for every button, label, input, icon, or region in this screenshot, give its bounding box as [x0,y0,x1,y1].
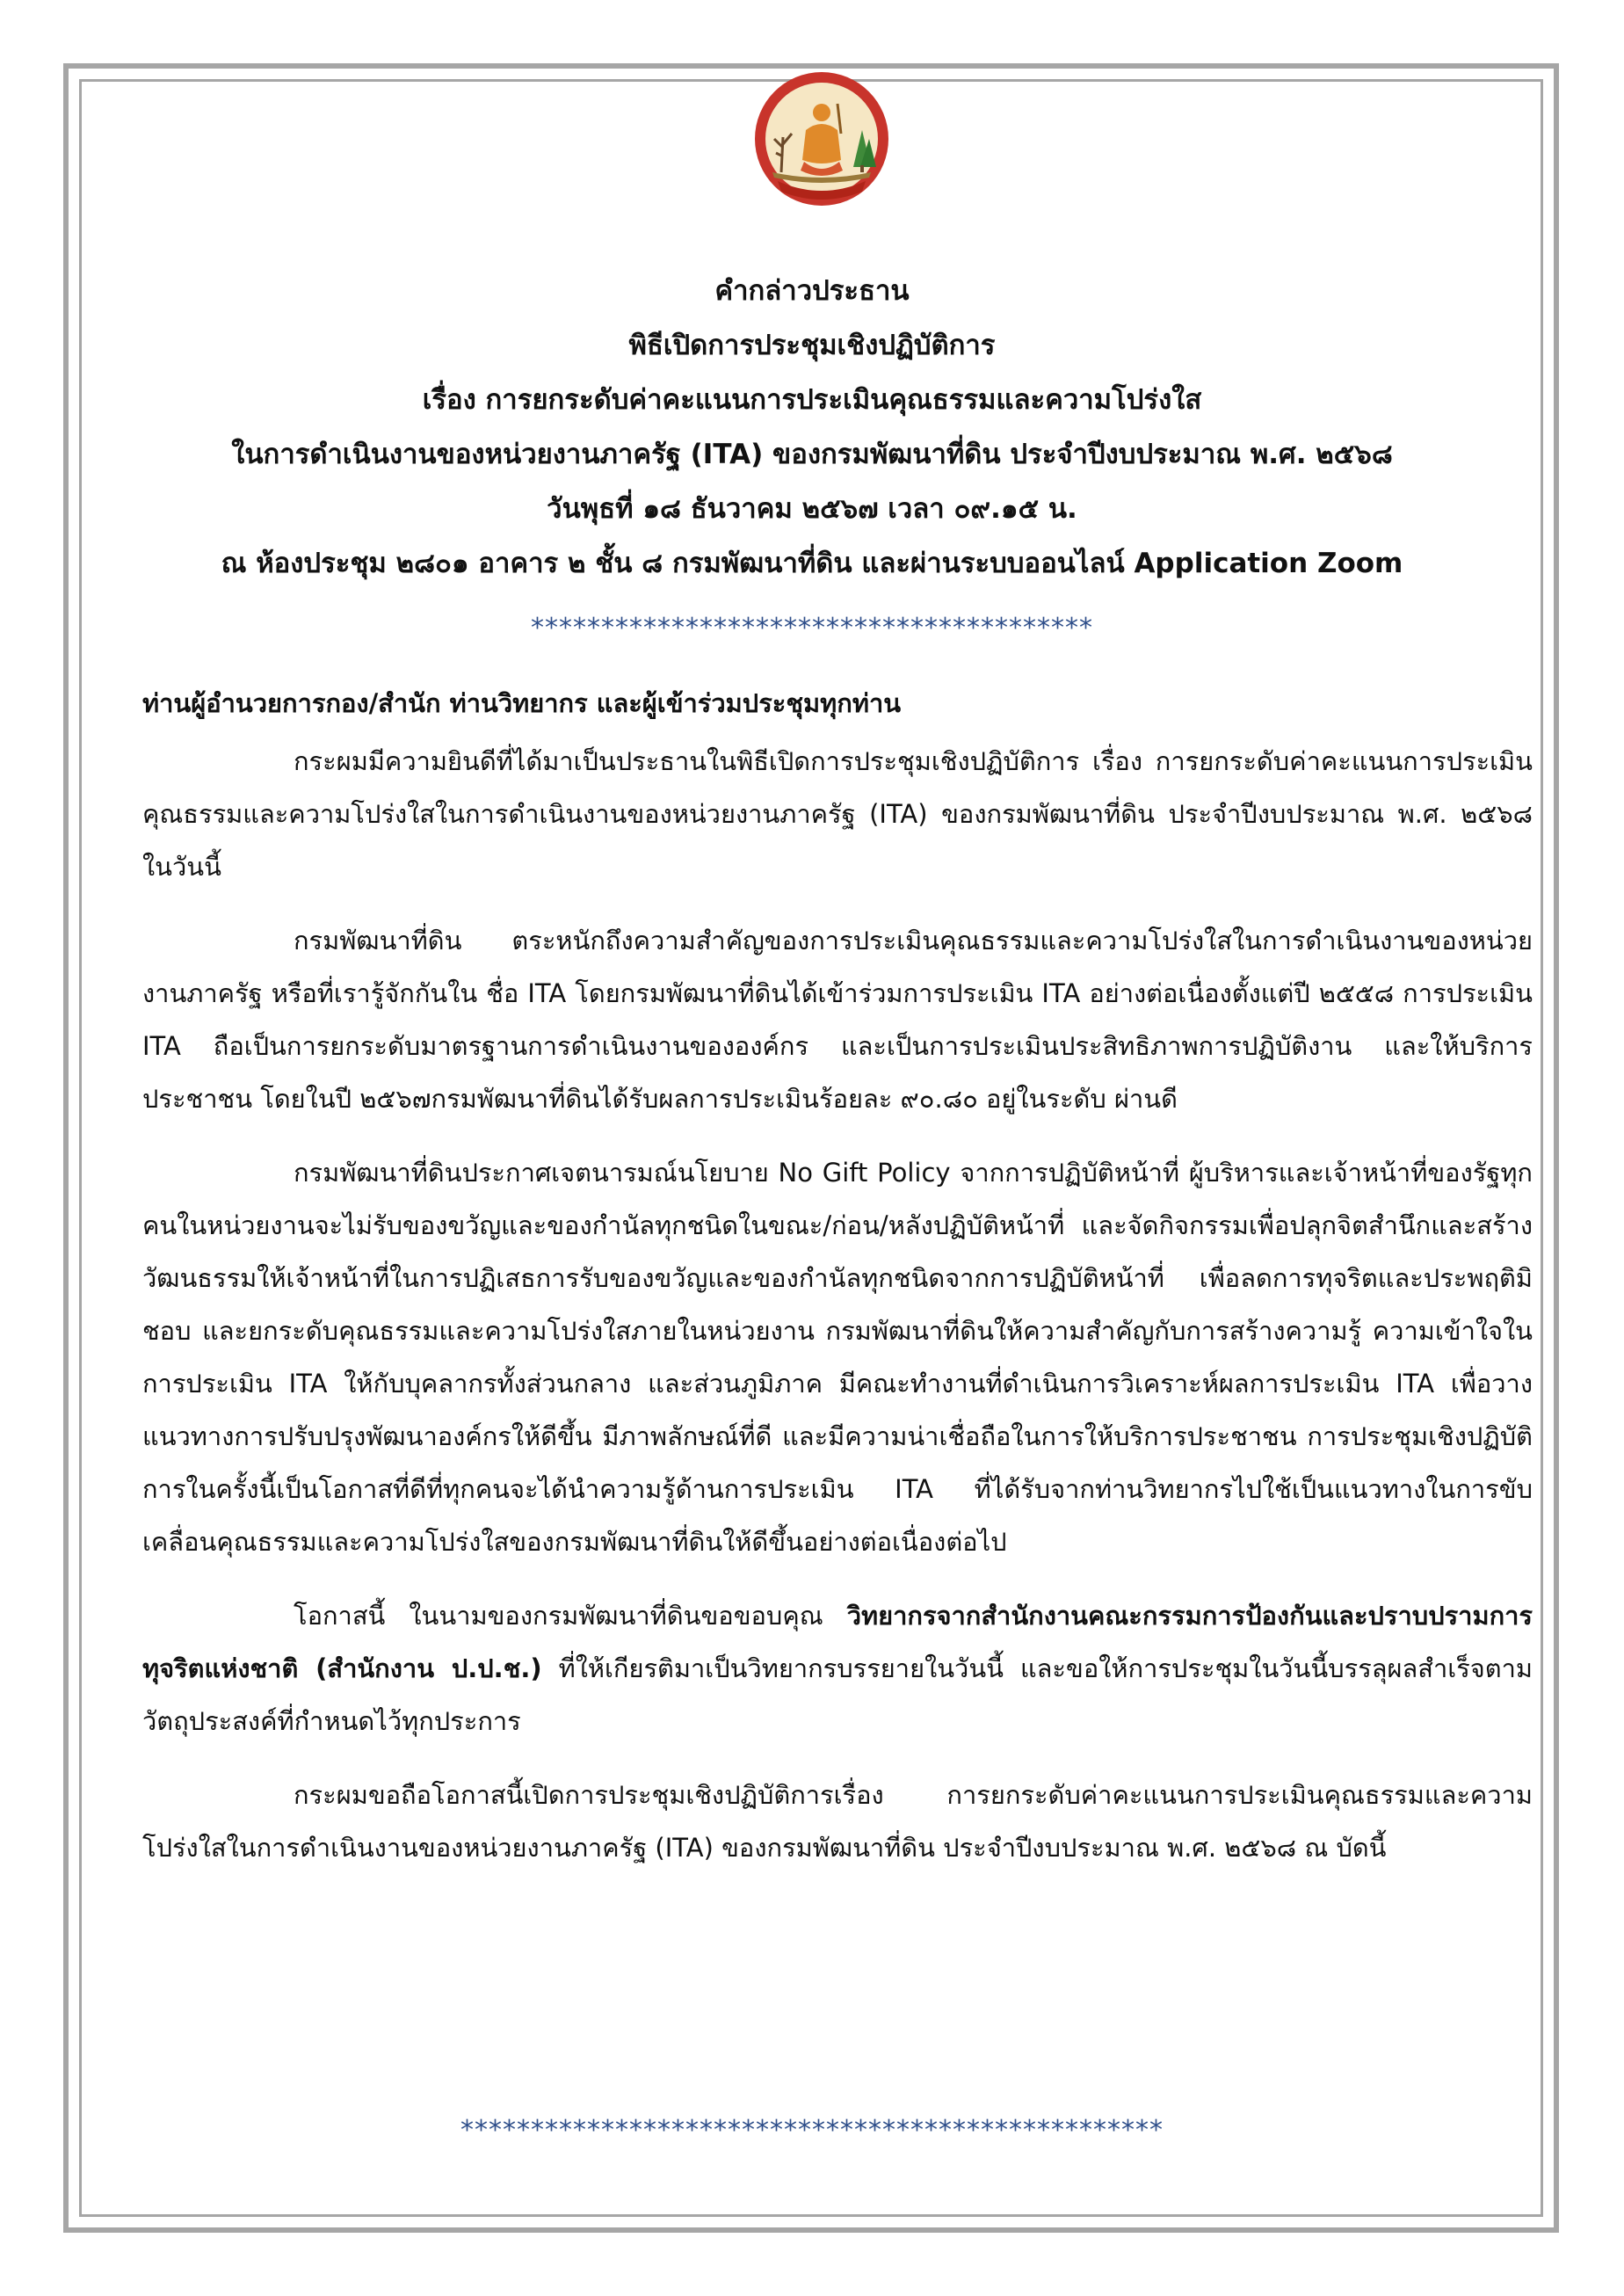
date-time-line: วันพุธที่ ๑๘ ธันวาคม ๒๕๖๗ เวลา ๐๙.๑๕ น. [547,493,1077,525]
speech-header [105,264,1519,591]
paragraph-opening: กระผมมีความยินดีที่ได้มาเป็นประธานในพิธีเปิดการประชุมเชิงปฏิบัติการ เรื่อง การยกระดับค่าคะแนนการประเมินคุณธรรมและความโปร่งใสในการดำเนินงานของหน่วยงานภาครัฐ (ITA) ของกรมพัฒนาที่ดิน ประจำปีงบประมาณ พ.ศ. ๒๕๖๘ ในวันนี้ [142,746,1533,882]
paragraph-no-gift-policy: กรมพัฒนาที่ดินประกาศเจตนารมณ์นโยบาย No Gift Policy จากการปฏิบัติหน้าที่ ผู้บริหารและเจ้าหน้าที่ของรัฐทุกคนในหน่วยงานจะไม่รับของขวัญและของกำนัลทุกชนิดในขณะ/ก่อน/หลังปฏิบัติหน้าที่ และจัดกิจกรรมเพื่อปลุกจิตสำนึกและสร้างวัฒนธรรมให้เจ้าหน้าที่ในการปฏิเสธการรับของขวัญและของกำนัลทุกชนิดจากการปฏิบัติหน้าที่ เพื่อลดการทุจริตและประพฤติมิชอบ และยกระดับคุณธรรมและความโปร่งใสภายในหน่วยงาน กรมพัฒนาที่ดินให้ความสำคัญกับการสร้างความรู้ ความเข้าใจในการประเมิน ITA ให้กับบุคลากรทั้งส่วนกลาง และส่วนภูมิภาค มีคณะทำงานที่ดำเนินการวิเคราะห์ผลการประเมิน ITA เพื่อวางแนวทางการปรับปรุงพัฒนาองค์กรให้ดีขึ้น มีภาพลักษณ์ที่ดี และมีความน่าเชื่อถือในการให้บริการประชาชน การประชุมเชิงปฏิบัติการในครั้งนี้เป็นโอกาสที่ดีที่ทุกคนจะได้นำความรู้ด้านการประเมิน ITA ที่ได้รับจากท่านวิทยากรไปใช้เป็นแนวทางในการขับเคลื่อนคุณธรรมและความโปร่งใสของกรมพัฒนาที่ดินให้ดีขึ้นอย่างต่อเนื่องต่อไป [142,1158,1533,1557]
speech-body [142,677,1533,1895]
speaker-organization: วิทยากรจากสำนักงานคณะกรรมการป้องกันและปราบปรามการทุจริตแห่งชาติ (สำนักงาน ป.ป.ช.) [142,1601,1533,1683]
paragraph-ita-background: กรมพัฒนาที่ดิน ตระหนักถึงความสำคัญของการประเมินคุณธรรมและความโปร่งใสในการดำเนินงานของหน่วยงานภาครัฐ หรือที่เรารู้จักกันใน ชื่อ ITA โดยกรมพัฒนาที่ดินได้เข้าร่วมการประเมิน ITA อย่างต่อเนื่องตั้งแต่ปี ๒๕๕๘ การประเมิน ITA ถือเป็นการยกระดับมาตรฐานการดำเนินงานขององค์กร และเป็นการประเมินประสิทธิภาพการปฏิบัติงาน และให้บริการประชาชน โดยในปี ๒๕๖๗กรมพัฒนาที่ดินได้รับผลการประเมินร้อยละ ๙๐.๘๐ อยู่ในระดับ ผ่านดี [142,926,1533,1114]
ceremony-title: พิธีเปิดการประชุมเชิงปฏิบัติการ [628,330,996,361]
paragraph-thanks [142,1589,1533,1747]
department-seal-icon [751,69,892,209]
salutation: ท่านผู้อำนวยการกอง/สำนัก ท่านวิทยากร และผู้เข้าร่วมประชุมทุกท่าน [142,688,902,718]
speech-title: คำกล่าวประธาน [714,275,910,307]
venue-line: ณ ห้องประชุม ๒๘๐๑ อาคาร ๒ ชั้น ๘ กรมพัฒนาที่ดิน และผ่านระบบออนไลน์ Application Zoom [221,548,1403,579]
thanks-intro: โอกาสนี้ ในนามของกรมพัฒนาที่ดินขอขอบคุณ [294,1601,823,1631]
paragraph-declaration: กระผมขอถือโอกาสนี้เปิดการประชุมเชิงปฏิบัติการเรื่อง การยกระดับค่าคะแนนการประเมินคุณธรรมและความโปร่งใสในการดำเนินงานของหน่วยงานภาครัฐ (ITA) ของกรมพัฒนาที่ดิน ประจำปีงบประมาณ พ.ศ. ๒๕๖๘ ณ บัดนี้ [142,1780,1533,1863]
separator-bottom: ************************************************** [460,2115,1164,2146]
separator-top: **************************************** [531,613,1093,643]
subject-line-continued: ในการดำเนินงานของหน่วยงานภาครัฐ (ITA) ของกรมพัฒนาที่ดิน ประจำปีงบประมาณ พ.ศ. ๒๕๖๘ [231,439,1393,470]
thanks-closing: ที่ให้เกียรติมาเป็นวิทยากรบรรยายในวันนี้ และขอให้การประชุมในวันนี้บรรลุผลสำเร็จตามวัตถุประสงค์ที่กำหนดไว้ทุกประการ [142,1653,1533,1736]
subject-line: เรื่อง การยกระดับค่าคะแนนการประเมินคุณธรรมและความโปร่งใส [422,384,1202,416]
